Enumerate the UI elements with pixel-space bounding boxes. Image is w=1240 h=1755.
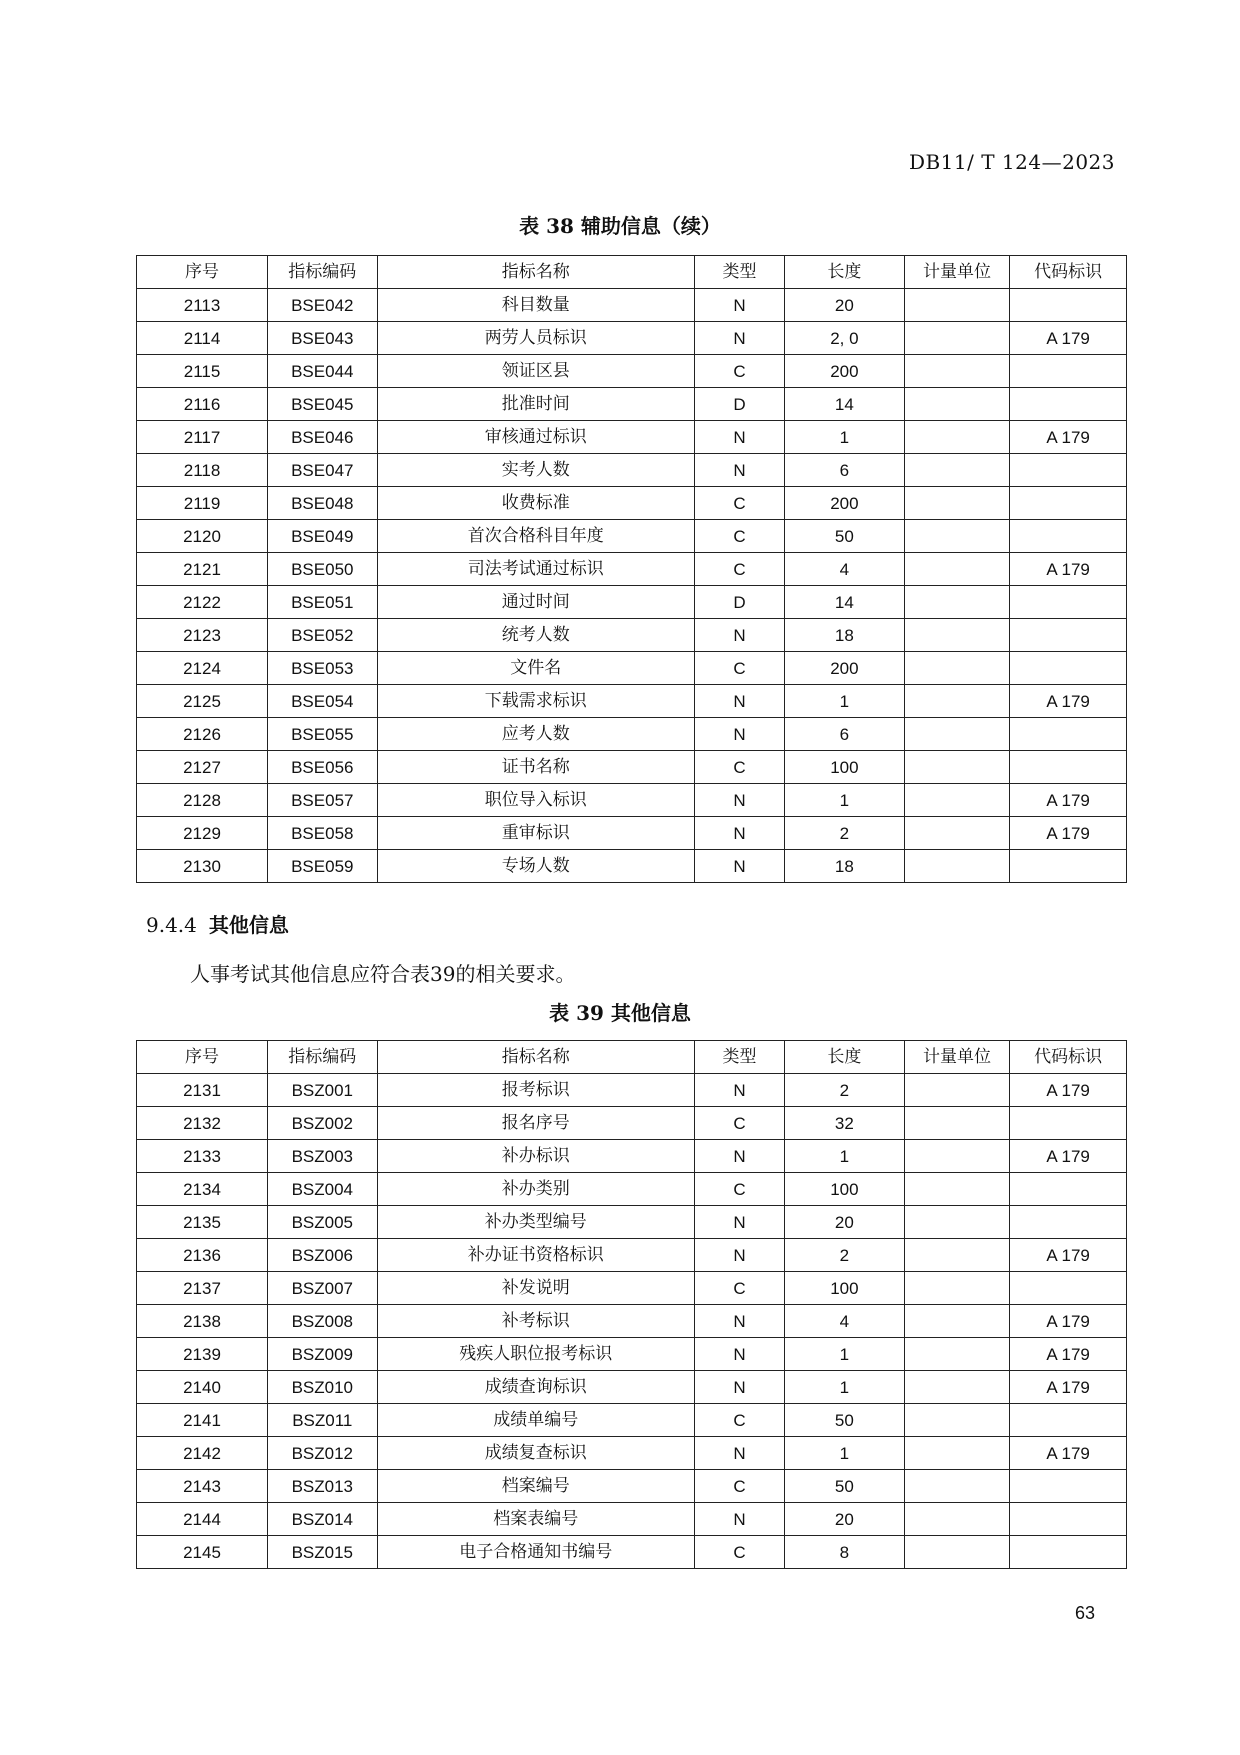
cell-unit — [904, 850, 1009, 883]
cell-unit — [904, 586, 1009, 619]
table-row — [137, 1173, 1127, 1206]
table-row — [137, 586, 1127, 619]
cell-length: 200 — [785, 487, 905, 520]
cell-name: 批准时间 — [377, 388, 694, 421]
column-header-type: 类型 — [694, 256, 784, 289]
cell-seq: 2138 — [137, 1305, 268, 1338]
cell-name: 收费标准 — [377, 487, 694, 520]
cell-type: N — [694, 1338, 784, 1371]
table-row — [137, 421, 1127, 454]
cell-code-id: A 179 — [1010, 1074, 1127, 1107]
cell-length: 2 — [785, 1074, 905, 1107]
cell-code-id: A 179 — [1010, 322, 1127, 355]
cell-type: C — [694, 1536, 784, 1569]
cell-unit — [904, 1173, 1009, 1206]
cell-unit — [904, 685, 1009, 718]
cell-name: 通过时间 — [377, 586, 694, 619]
column-header-code: 指标编码 — [268, 1041, 378, 1074]
cell-code: BSZ010 — [268, 1371, 378, 1404]
cell-length: 1 — [785, 1140, 905, 1173]
cell-length: 1 — [785, 1371, 905, 1404]
cell-code: BSE051 — [268, 586, 378, 619]
cell-code-id — [1010, 1404, 1127, 1437]
cell-length: 14 — [785, 586, 905, 619]
cell-unit — [904, 388, 1009, 421]
cell-unit — [904, 289, 1009, 322]
cell-length: 200 — [785, 355, 905, 388]
cell-length: 1 — [785, 784, 905, 817]
cell-name: 补发说明 — [377, 1272, 694, 1305]
cell-type: N — [694, 1206, 784, 1239]
cell-type: N — [694, 1503, 784, 1536]
cell-code: BSZ011 — [268, 1404, 378, 1437]
cell-name: 审核通过标识 — [377, 421, 694, 454]
cell-code-id — [1010, 1173, 1127, 1206]
cell-code-id: A 179 — [1010, 1338, 1127, 1371]
cell-length: 1 — [785, 1437, 905, 1470]
cell-length: 50 — [785, 520, 905, 553]
cell-name: 报考标识 — [377, 1074, 694, 1107]
cell-type: N — [694, 289, 784, 322]
cell-name: 文件名 — [377, 652, 694, 685]
table-row — [137, 1404, 1127, 1437]
column-header-unit: 计量单位 — [904, 256, 1009, 289]
cell-code: BSE044 — [268, 355, 378, 388]
cell-length: 50 — [785, 1470, 905, 1503]
cell-code: BSE056 — [268, 751, 378, 784]
cell-unit — [904, 817, 1009, 850]
cell-code: BSZ003 — [268, 1140, 378, 1173]
cell-name: 科目数量 — [377, 289, 694, 322]
cell-name: 残疾人职位报考标识 — [377, 1338, 694, 1371]
cell-seq: 2129 — [137, 817, 268, 850]
cell-type: C — [694, 1470, 784, 1503]
cell-type: N — [694, 850, 784, 883]
cell-code: BSZ001 — [268, 1074, 378, 1107]
cell-code: BSZ007 — [268, 1272, 378, 1305]
cell-seq: 2141 — [137, 1404, 268, 1437]
cell-length: 2 — [785, 1239, 905, 1272]
cell-type: N — [694, 1371, 784, 1404]
cell-length: 18 — [785, 619, 905, 652]
cell-type: C — [694, 751, 784, 784]
table-row — [137, 850, 1127, 883]
cell-length: 2, 0 — [785, 322, 905, 355]
cell-code: BSE050 — [268, 553, 378, 586]
table-row — [137, 1437, 1127, 1470]
cell-type: N — [694, 421, 784, 454]
cell-seq: 2113 — [137, 289, 268, 322]
cell-name: 补考标识 — [377, 1305, 694, 1338]
table-row — [137, 619, 1127, 652]
cell-code: BSE045 — [268, 388, 378, 421]
column-header-seq: 序号 — [137, 1041, 268, 1074]
table-row — [137, 454, 1127, 487]
table-39-body — [137, 1074, 1127, 1569]
table-38 — [136, 255, 1127, 883]
cell-code-id — [1010, 751, 1127, 784]
cell-code-id — [1010, 850, 1127, 883]
cell-name: 成绩查询标识 — [377, 1371, 694, 1404]
cell-code-id: A 179 — [1010, 421, 1127, 454]
cell-code-id: A 179 — [1010, 817, 1127, 850]
cell-seq: 2135 — [137, 1206, 268, 1239]
cell-seq: 2128 — [137, 784, 268, 817]
cell-length: 6 — [785, 454, 905, 487]
table-row — [137, 1338, 1127, 1371]
page-number: 63 — [1074, 1603, 1095, 1623]
cell-length: 8 — [785, 1536, 905, 1569]
table-row — [137, 817, 1127, 850]
cell-code: BSE047 — [268, 454, 378, 487]
table-38-header-row — [137, 256, 1127, 289]
cell-code-id — [1010, 355, 1127, 388]
column-header-code: 指标编码 — [268, 256, 378, 289]
table-row — [137, 751, 1127, 784]
cell-unit — [904, 619, 1009, 652]
cell-seq: 2132 — [137, 1107, 268, 1140]
cell-code-id — [1010, 1206, 1127, 1239]
cell-code: BSE042 — [268, 289, 378, 322]
cell-name: 电子合格通知书编号 — [377, 1536, 694, 1569]
cell-seq: 2127 — [137, 751, 268, 784]
cell-code: BSE059 — [268, 850, 378, 883]
column-header-seq: 序号 — [137, 256, 268, 289]
cell-code-id — [1010, 619, 1127, 652]
cell-length: 20 — [785, 289, 905, 322]
cell-unit — [904, 1404, 1009, 1437]
cell-code-id — [1010, 454, 1127, 487]
cell-name: 证书名称 — [377, 751, 694, 784]
cell-code-id: A 179 — [1010, 1371, 1127, 1404]
cell-code-id — [1010, 1503, 1127, 1536]
cell-length: 20 — [785, 1503, 905, 1536]
cell-code-id: A 179 — [1010, 1140, 1127, 1173]
table-row — [137, 718, 1127, 751]
cell-seq: 2131 — [137, 1074, 268, 1107]
cell-length: 100 — [785, 751, 905, 784]
table-39 — [136, 1040, 1127, 1569]
cell-unit — [904, 718, 1009, 751]
cell-name: 补办类别 — [377, 1173, 694, 1206]
cell-seq: 2136 — [137, 1239, 268, 1272]
cell-type: N — [694, 454, 784, 487]
table-row — [137, 1305, 1127, 1338]
cell-code-id — [1010, 1536, 1127, 1569]
table-row — [137, 388, 1127, 421]
cell-seq: 2133 — [137, 1140, 268, 1173]
table-row — [137, 652, 1127, 685]
cell-name: 实考人数 — [377, 454, 694, 487]
cell-code: BSZ008 — [268, 1305, 378, 1338]
cell-unit — [904, 1371, 1009, 1404]
cell-seq: 2137 — [137, 1272, 268, 1305]
cell-code-id — [1010, 388, 1127, 421]
table-row — [137, 322, 1127, 355]
cell-code-id — [1010, 487, 1127, 520]
cell-unit — [904, 1272, 1009, 1305]
cell-type: C — [694, 520, 784, 553]
cell-seq: 2115 — [137, 355, 268, 388]
column-header-length: 长度 — [785, 1041, 905, 1074]
cell-code: BSZ004 — [268, 1173, 378, 1206]
cell-seq: 2120 — [137, 520, 268, 553]
cell-seq: 2117 — [137, 421, 268, 454]
cell-name: 下载需求标识 — [377, 685, 694, 718]
cell-length: 2 — [785, 817, 905, 850]
table-row — [137, 1371, 1127, 1404]
section-heading — [146, 909, 289, 938]
cell-seq: 2126 — [137, 718, 268, 751]
cell-unit — [904, 1470, 1009, 1503]
cell-length: 20 — [785, 1206, 905, 1239]
cell-name: 职位导入标识 — [377, 784, 694, 817]
cell-seq: 2118 — [137, 454, 268, 487]
cell-type: N — [694, 619, 784, 652]
cell-type: N — [694, 1437, 784, 1470]
cell-code: BSE058 — [268, 817, 378, 850]
table-row — [137, 289, 1127, 322]
column-header-type: 类型 — [694, 1041, 784, 1074]
table-row — [137, 1470, 1127, 1503]
cell-code-id: A 179 — [1010, 553, 1127, 586]
cell-code-id — [1010, 1107, 1127, 1140]
cell-code: BSZ012 — [268, 1437, 378, 1470]
table-row — [137, 1503, 1127, 1536]
cell-unit — [904, 355, 1009, 388]
table-38-caption: 表 38 辅助信息（续） — [519, 214, 721, 238]
section-title: 其他信息 — [208, 913, 289, 937]
section-paragraph: 人事考试其他信息应符合表39的相关要求。 — [190, 962, 576, 986]
cell-type: N — [694, 685, 784, 718]
cell-seq: 2145 — [137, 1536, 268, 1569]
cell-unit — [904, 1107, 1009, 1140]
cell-unit — [904, 1536, 1009, 1569]
cell-length: 4 — [785, 553, 905, 586]
cell-length: 200 — [785, 652, 905, 685]
cell-seq: 2130 — [137, 850, 268, 883]
cell-code: BSE057 — [268, 784, 378, 817]
cell-type: D — [694, 586, 784, 619]
cell-name: 报名序号 — [377, 1107, 694, 1140]
cell-length: 18 — [785, 850, 905, 883]
cell-code-id: A 179 — [1010, 1305, 1127, 1338]
cell-type: N — [694, 1140, 784, 1173]
table-row — [137, 685, 1127, 718]
cell-length: 32 — [785, 1107, 905, 1140]
cell-code: BSZ009 — [268, 1338, 378, 1371]
cell-length: 4 — [785, 1305, 905, 1338]
cell-name: 首次合格科目年度 — [377, 520, 694, 553]
cell-type: N — [694, 817, 784, 850]
column-header-name: 指标名称 — [377, 256, 694, 289]
table-row — [137, 355, 1127, 388]
table-row — [137, 1206, 1127, 1239]
cell-unit — [904, 751, 1009, 784]
cell-unit — [904, 652, 1009, 685]
cell-code: BSE046 — [268, 421, 378, 454]
cell-type: N — [694, 784, 784, 817]
cell-type: N — [694, 718, 784, 751]
cell-code-id — [1010, 1272, 1127, 1305]
cell-code-id: A 179 — [1010, 1437, 1127, 1470]
cell-unit — [904, 454, 1009, 487]
cell-type: C — [694, 553, 784, 586]
cell-code-id — [1010, 1470, 1127, 1503]
cell-code-id — [1010, 718, 1127, 751]
cell-unit — [904, 553, 1009, 586]
cell-name: 应考人数 — [377, 718, 694, 751]
cell-unit — [904, 1074, 1009, 1107]
cell-type: C — [694, 487, 784, 520]
cell-name: 专场人数 — [377, 850, 694, 883]
cell-unit — [904, 1437, 1009, 1470]
cell-length: 1 — [785, 1338, 905, 1371]
section-number: 9.4.4 — [146, 913, 197, 937]
cell-seq: 2144 — [137, 1503, 268, 1536]
cell-length: 100 — [785, 1272, 905, 1305]
table-row — [137, 553, 1127, 586]
cell-length: 1 — [785, 421, 905, 454]
table-39-header-row — [137, 1041, 1127, 1074]
cell-seq: 2121 — [137, 553, 268, 586]
column-header-code-id: 代码标识 — [1010, 256, 1127, 289]
cell-code: BSE049 — [268, 520, 378, 553]
table-row — [137, 1140, 1127, 1173]
column-header-name: 指标名称 — [377, 1041, 694, 1074]
column-header-length: 长度 — [785, 256, 905, 289]
cell-name: 档案表编号 — [377, 1503, 694, 1536]
table-38-body — [137, 289, 1127, 883]
cell-seq: 2139 — [137, 1338, 268, 1371]
cell-code: BSE055 — [268, 718, 378, 751]
cell-code: BSE053 — [268, 652, 378, 685]
cell-unit — [904, 784, 1009, 817]
cell-seq: 2119 — [137, 487, 268, 520]
cell-length: 50 — [785, 1404, 905, 1437]
table-row — [137, 1239, 1127, 1272]
cell-name: 两劳人员标识 — [377, 322, 694, 355]
cell-type: C — [694, 1404, 784, 1437]
cell-unit — [904, 487, 1009, 520]
cell-unit — [904, 1338, 1009, 1371]
cell-name: 统考人数 — [377, 619, 694, 652]
cell-name: 重审标识 — [377, 817, 694, 850]
cell-unit — [904, 421, 1009, 454]
cell-type: C — [694, 355, 784, 388]
cell-seq: 2140 — [137, 1371, 268, 1404]
cell-name: 补办标识 — [377, 1140, 694, 1173]
column-header-code-id: 代码标识 — [1010, 1041, 1127, 1074]
table-row — [137, 1074, 1127, 1107]
cell-code: BSZ013 — [268, 1470, 378, 1503]
cell-unit — [904, 322, 1009, 355]
cell-unit — [904, 1239, 1009, 1272]
cell-seq: 2143 — [137, 1470, 268, 1503]
cell-code: BSZ006 — [268, 1239, 378, 1272]
cell-name: 司法考试通过标识 — [377, 553, 694, 586]
cell-code-id: A 179 — [1010, 784, 1127, 817]
cell-type: D — [694, 388, 784, 421]
cell-length: 14 — [785, 388, 905, 421]
cell-code: BSE048 — [268, 487, 378, 520]
cell-type: N — [694, 322, 784, 355]
table-39-caption: 表 39 其他信息 — [549, 1001, 691, 1025]
cell-seq: 2125 — [137, 685, 268, 718]
cell-name: 成绩复查标识 — [377, 1437, 694, 1470]
cell-code: BSZ014 — [268, 1503, 378, 1536]
cell-type: C — [694, 1107, 784, 1140]
cell-code: BSE052 — [268, 619, 378, 652]
cell-code: BSE054 — [268, 685, 378, 718]
cell-type: N — [694, 1074, 784, 1107]
cell-length: 100 — [785, 1173, 905, 1206]
table-row — [137, 487, 1127, 520]
cell-type: N — [694, 1239, 784, 1272]
cell-seq: 2116 — [137, 388, 268, 421]
cell-code-id — [1010, 289, 1127, 322]
cell-seq: 2124 — [137, 652, 268, 685]
cell-length: 1 — [785, 685, 905, 718]
cell-type: C — [694, 1173, 784, 1206]
cell-code-id — [1010, 520, 1127, 553]
cell-code: BSZ002 — [268, 1107, 378, 1140]
cell-seq: 2122 — [137, 586, 268, 619]
cell-code-id: A 179 — [1010, 1239, 1127, 1272]
cell-unit — [904, 1206, 1009, 1239]
table-row — [137, 1536, 1127, 1569]
cell-type: N — [694, 1305, 784, 1338]
cell-name: 补办证书资格标识 — [377, 1239, 694, 1272]
cell-code-id — [1010, 652, 1127, 685]
cell-seq: 2114 — [137, 322, 268, 355]
cell-code-id — [1010, 586, 1127, 619]
table-row — [137, 784, 1127, 817]
column-header-unit: 计量单位 — [904, 1041, 1009, 1074]
cell-type: C — [694, 1272, 784, 1305]
cell-name: 成绩单编号 — [377, 1404, 694, 1437]
cell-unit — [904, 1305, 1009, 1338]
cell-code-id: A 179 — [1010, 685, 1127, 718]
cell-code: BSZ005 — [268, 1206, 378, 1239]
cell-seq: 2123 — [137, 619, 268, 652]
cell-name: 补办类型编号 — [377, 1206, 694, 1239]
cell-type: C — [694, 652, 784, 685]
cell-name: 领证区县 — [377, 355, 694, 388]
cell-length: 6 — [785, 718, 905, 751]
cell-seq: 2142 — [137, 1437, 268, 1470]
table-row — [137, 1272, 1127, 1305]
table-row — [137, 1107, 1127, 1140]
cell-unit — [904, 520, 1009, 553]
table-row — [137, 520, 1127, 553]
document-id: DB11/ T 124—2023 — [908, 150, 1115, 174]
cell-seq: 2134 — [137, 1173, 268, 1206]
cell-code: BSZ015 — [268, 1536, 378, 1569]
cell-name: 档案编号 — [377, 1470, 694, 1503]
cell-unit — [904, 1503, 1009, 1536]
cell-unit — [904, 1140, 1009, 1173]
cell-code: BSE043 — [268, 322, 378, 355]
